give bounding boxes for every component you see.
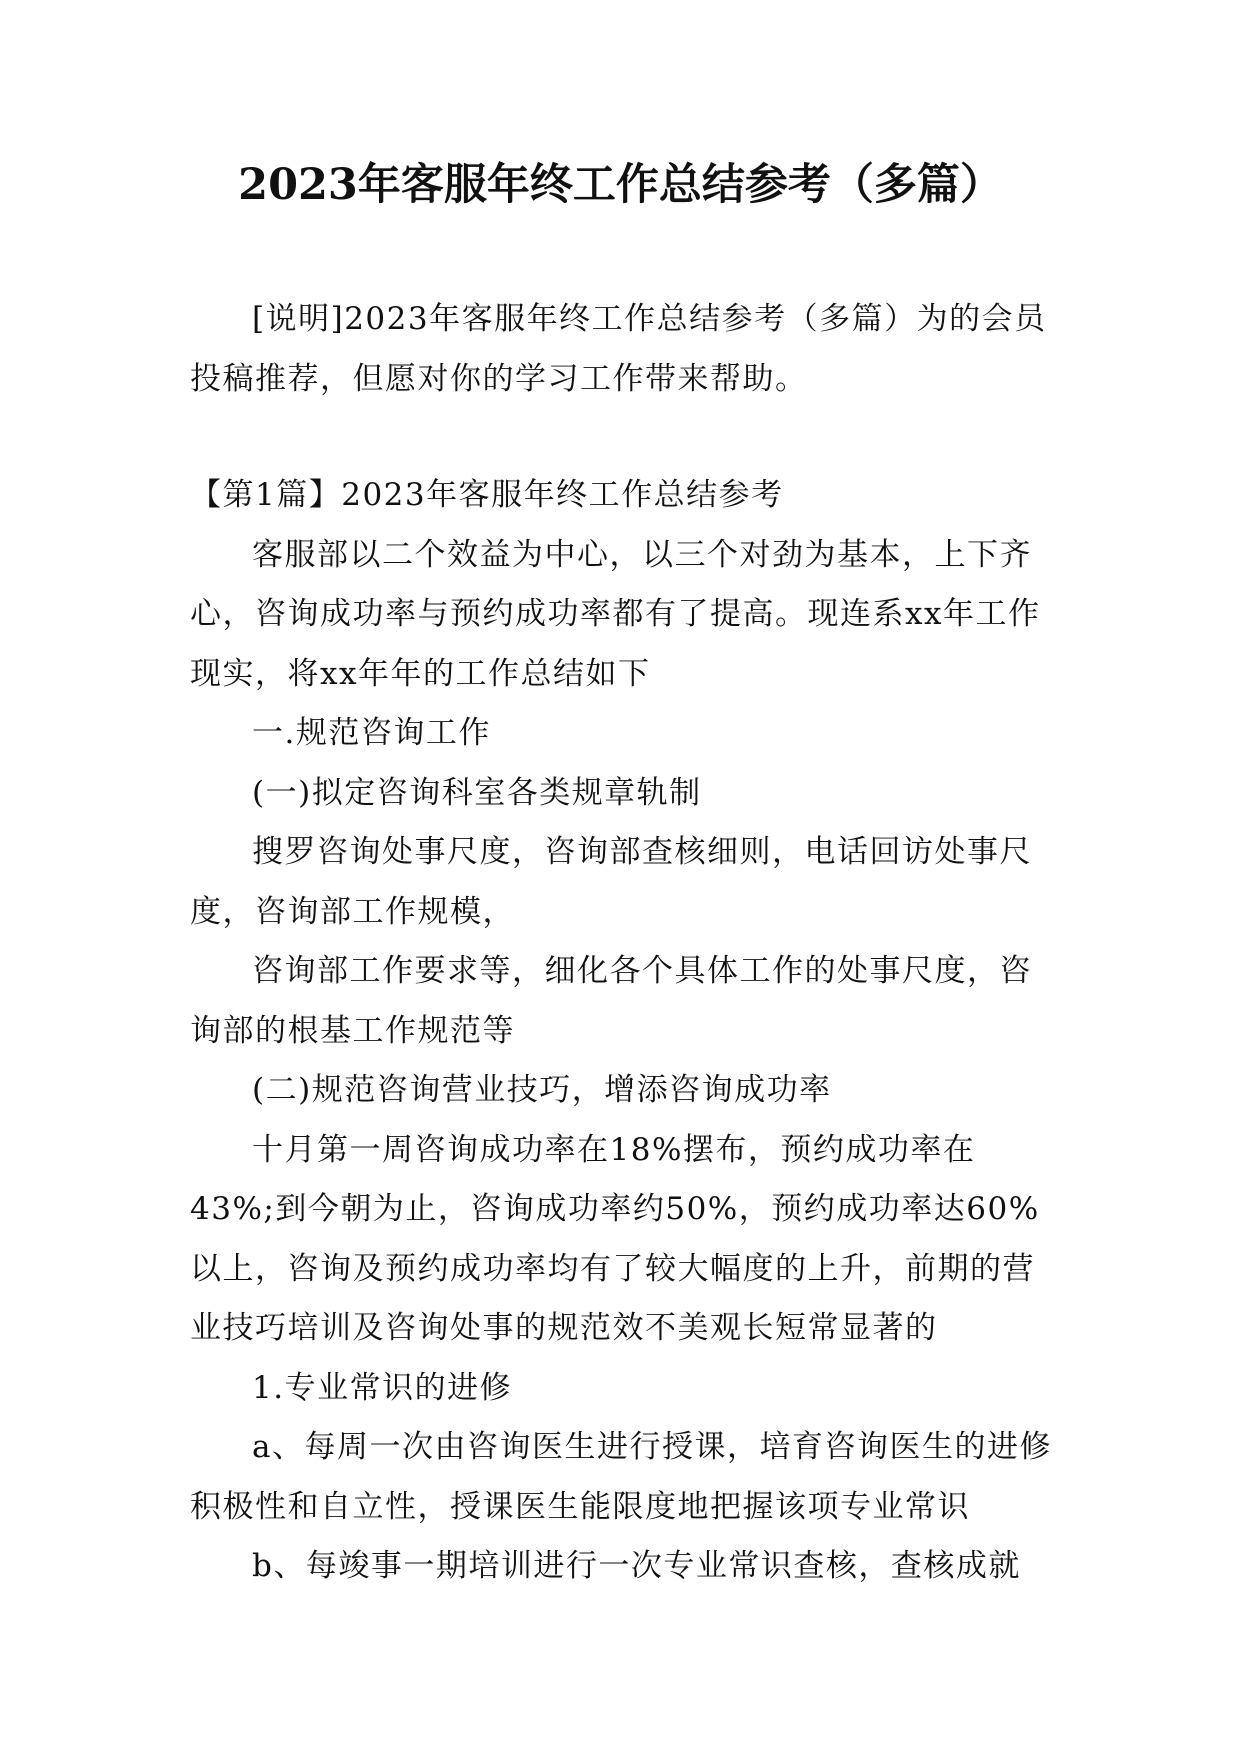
body-paragraph: 搜罗咨询处事尺度，咨询部查核细则，电话回访处事尺度，咨询部工作规模， bbox=[190, 834, 1032, 930]
document-body bbox=[190, 290, 1053, 1597]
document-title: 2023年客服年终工作总结参考（多篇） bbox=[238, 160, 1003, 210]
body-paragraph: 十月第一周咨询成功率在18%摆布，预约成功率在43%;到今朝为止，咨询成功率约50%，预约成功率达60%以上，咨询及预约成功率均有了较大幅度的上升，前期的营业技巧培训及咨询处事的规范效不美观长短常显著的 bbox=[190, 1131, 1040, 1346]
subheading-1-2: (二)规范咨询营业技巧，增添咨询成功率 bbox=[252, 1072, 832, 1108]
subheading-1-1: (一)拟定咨询科室各类规章轨制 bbox=[252, 774, 702, 811]
intro-paragraph: [说明]2023年客服年终工作总结参考（多篇）为的会员投稿推荐，但愿对你的学习工作带来帮助。 bbox=[190, 301, 1047, 397]
body-paragraph: 咨询部工作要求等，细化各个具体工作的处事尺度，咨询部的根基工作规范等 bbox=[190, 953, 1032, 1049]
subheading-1: 一.规范咨询工作 bbox=[252, 715, 491, 751]
body-paragraph: 客服部以二个效益为中心，以三个对劲为基本，上下齐心，咨询成功率与预约成功率都有了提高。现连系xx年工作现实，将xx年年的工作总结如下 bbox=[190, 536, 1041, 692]
list-item-a: a、每周一次由咨询医生进行授课，培育咨询医生的进修积极性和自立性，授课医生能限度地把握该项专业常识 bbox=[190, 1429, 1052, 1525]
numbered-heading: 1.专业常识的进修 bbox=[252, 1369, 513, 1406]
list-item-b: b、每竣事一期培训进行一次专业常识查核，查核成就 bbox=[252, 1548, 1021, 1584]
section-heading: 【第1篇】2023年客服年终工作总结参考 bbox=[190, 477, 784, 513]
